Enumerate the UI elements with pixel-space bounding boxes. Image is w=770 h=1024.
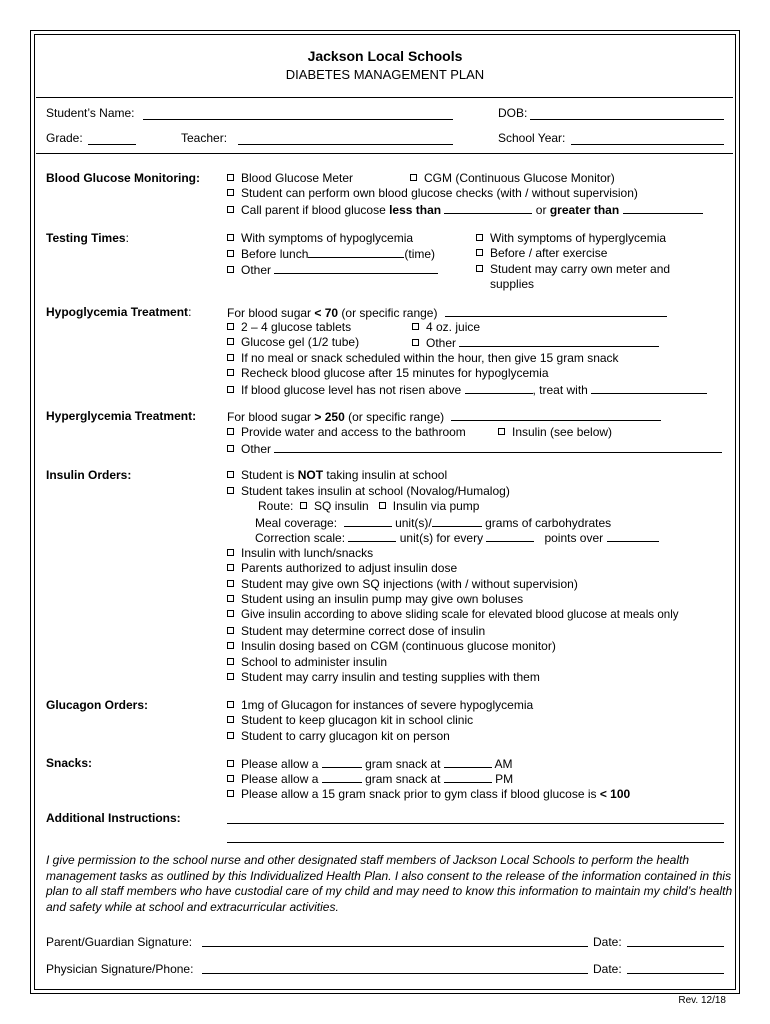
option-pm-snack[interactable]: Please allow a gram snack at PM bbox=[227, 771, 513, 786]
correction-row: Correction scale: unit(s) for every points over bbox=[255, 530, 659, 545]
checkbox[interactable] bbox=[227, 234, 234, 241]
option-takes-insulin[interactable]: Student takes insulin at school (Novalog/Humalog) bbox=[227, 484, 510, 498]
checkbox[interactable] bbox=[379, 502, 386, 509]
option-exercise[interactable]: Before / after exercise bbox=[476, 246, 607, 260]
hyper-other-field bbox=[274, 441, 722, 453]
option-gym-snack[interactable]: Please allow a 15 gram snack prior to gym class if blood glucose is < 100 bbox=[227, 787, 630, 801]
dob-label: DOB: bbox=[498, 106, 528, 120]
bg-monitoring-label: Blood Glucose Monitoring: bbox=[46, 171, 200, 185]
checkbox[interactable] bbox=[227, 266, 234, 273]
insulin-item[interactable]: Insulin with lunch/snacks bbox=[227, 546, 373, 560]
checkbox[interactable] bbox=[227, 487, 234, 494]
option-recheck[interactable]: Recheck blood glucose after 15 minutes for hypoglycemia bbox=[227, 366, 549, 380]
checkbox[interactable] bbox=[227, 354, 234, 361]
physician-signature-label: Physician Signature/Phone: bbox=[46, 962, 194, 976]
checkbox[interactable] bbox=[410, 174, 417, 181]
checkbox[interactable] bbox=[227, 790, 234, 797]
insulin-item[interactable]: Student using an insulin pump may give own boluses bbox=[227, 592, 523, 606]
student-name-field[interactable] bbox=[143, 119, 453, 120]
checkbox[interactable] bbox=[227, 658, 234, 665]
checkbox[interactable] bbox=[227, 610, 234, 617]
option-before-lunch[interactable]: Before lunch (time) bbox=[227, 246, 435, 261]
parent-date-label: Date: bbox=[593, 935, 622, 949]
option-am-snack[interactable]: Please allow a gram snack at AM bbox=[227, 756, 512, 771]
additional-instructions-label: Additional Instructions: bbox=[46, 811, 181, 825]
physician-date-field[interactable] bbox=[627, 973, 724, 974]
checkbox[interactable] bbox=[476, 265, 483, 272]
checkbox[interactable] bbox=[227, 627, 234, 634]
permission-statement: I give permission to the school nurse and other designated staff members of Jackson Local Schools to perform the health management tasks as outlined by this Individualized Health Plan. I also consent to the release of the information contained in this plan to all staff members who have custodial care of my child and may need to know this information to maintain my child’s health and safety while at school and extracurricular activities. bbox=[46, 853, 733, 914]
checkbox[interactable] bbox=[227, 174, 234, 181]
option-bg-meter[interactable]: Blood Glucose Meter bbox=[227, 171, 353, 185]
option-hyper-symptoms[interactable]: With symptoms of hyperglycemia bbox=[476, 231, 666, 245]
option-not-risen[interactable]: If blood glucose level has not risen above , treat with bbox=[227, 382, 707, 397]
grade-label: Grade: bbox=[46, 131, 83, 145]
glucagon-item[interactable]: Student to keep glucagon kit in school clinic bbox=[227, 713, 473, 727]
option-carry-meter[interactable]: Student may carry own meter and bbox=[476, 262, 670, 276]
checkbox[interactable] bbox=[498, 428, 505, 435]
hypo-threshold: For blood sugar < 70 (or specific range) bbox=[227, 305, 667, 320]
option-cgm[interactable]: CGM (Continuous Glucose Monitor) bbox=[410, 171, 615, 185]
checkbox[interactable] bbox=[227, 549, 234, 556]
revision-label: Rev. 12/18 bbox=[678, 995, 726, 1006]
checkbox[interactable] bbox=[227, 642, 234, 649]
checkbox[interactable] bbox=[227, 206, 234, 213]
correction-units-field bbox=[348, 530, 396, 542]
option-hyper-other[interactable]: Other bbox=[227, 441, 722, 456]
option-self-check[interactable]: Student can perform own blood glucose checks (with / without supervision) bbox=[227, 186, 638, 200]
checkbox[interactable] bbox=[227, 323, 234, 330]
school-name: Jackson Local Schools bbox=[307, 48, 463, 64]
checkbox[interactable] bbox=[227, 760, 234, 767]
physician-signature-field[interactable] bbox=[202, 973, 588, 974]
pm-time-field bbox=[444, 771, 492, 783]
glucagon-label: Glucagon Orders: bbox=[46, 698, 149, 712]
checkbox[interactable] bbox=[227, 189, 234, 196]
checkbox[interactable] bbox=[227, 580, 234, 587]
hyper-treatment-label: Hyperglycemia Treatment: bbox=[46, 409, 197, 423]
checkbox[interactable] bbox=[476, 249, 483, 256]
greater-than-field bbox=[623, 202, 703, 214]
meal-units-field bbox=[344, 515, 392, 527]
checkbox[interactable] bbox=[227, 428, 234, 435]
meal-grams-field bbox=[432, 515, 482, 527]
checkbox[interactable] bbox=[227, 673, 234, 680]
correction-every-field bbox=[486, 530, 534, 542]
option-hypo-symptoms[interactable]: With symptoms of hypoglycemia bbox=[227, 231, 413, 245]
school-year-field[interactable] bbox=[571, 144, 724, 145]
option-juice[interactable]: 4 oz. juice bbox=[412, 320, 480, 334]
testing-times-label: Testing Times: bbox=[46, 231, 129, 245]
insulin-item[interactable]: Give insulin according to above sliding scale for elevated blood glucose at meals only bbox=[227, 608, 679, 622]
checkbox[interactable] bbox=[227, 595, 234, 602]
checkbox[interactable] bbox=[227, 471, 234, 478]
option-glucose-tablets[interactable]: 2 – 4 glucose tablets bbox=[227, 320, 351, 334]
teacher-field[interactable] bbox=[238, 144, 453, 145]
hypo-other-field bbox=[459, 335, 659, 347]
additional-line-2[interactable] bbox=[227, 842, 724, 843]
option-no-insulin[interactable]: Student is NOT taking insulin at school bbox=[227, 468, 447, 482]
grade-field[interactable] bbox=[88, 144, 136, 145]
teacher-label: Teacher: bbox=[181, 131, 228, 145]
not-risen-field bbox=[465, 382, 533, 394]
physician-date-label: Date: bbox=[593, 962, 622, 976]
checkbox[interactable] bbox=[412, 323, 419, 330]
checkbox[interactable] bbox=[227, 369, 234, 376]
meal-coverage-row: Meal coverage: unit(s)/ grams of carbohydrates bbox=[255, 516, 612, 530]
checkbox[interactable] bbox=[227, 338, 234, 345]
hyper-threshold: For blood sugar > 250 (or specific range) bbox=[227, 409, 661, 424]
hypo-treatment-label: Hypoglycemia Treatment: bbox=[46, 305, 192, 319]
insulin-item[interactable]: Student may carry insulin and testing supplies with them bbox=[227, 670, 540, 684]
glucagon-item[interactable]: 1mg of Glucagon for instances of severe hypoglycemia bbox=[227, 698, 533, 712]
points-over-field bbox=[607, 530, 659, 542]
option-no-meal[interactable]: If no meal or snack scheduled within the hour, then give 15 gram snack bbox=[227, 351, 619, 365]
carry-meter-cont: supplies bbox=[490, 277, 535, 291]
additional-line-1[interactable] bbox=[227, 823, 724, 824]
pm-grams-field bbox=[322, 771, 362, 783]
plan-title: DIABETES MANAGEMENT PLAN bbox=[285, 67, 485, 82]
option-water[interactable]: Provide water and access to the bathroom bbox=[227, 425, 466, 439]
hyper-range-field bbox=[451, 409, 661, 421]
hypo-range-field bbox=[445, 305, 667, 317]
less-than-field bbox=[444, 202, 532, 214]
insulin-item[interactable]: Insulin dosing based on CGM (continuous glucose monitor) bbox=[227, 639, 556, 653]
am-time-field bbox=[444, 756, 492, 768]
parent-date-field[interactable] bbox=[627, 946, 724, 947]
option-hypo-other[interactable]: Other bbox=[412, 335, 659, 350]
school-year-label: School Year: bbox=[498, 131, 566, 145]
insulin-item[interactable]: School to administer insulin bbox=[227, 655, 387, 669]
insulin-item[interactable]: Student may give own SQ injections (with / without supervision) bbox=[227, 577, 578, 591]
option-testing-other[interactable]: Other bbox=[227, 262, 438, 277]
option-call-parent[interactable]: Call parent if blood glucose less than or greater than bbox=[227, 202, 703, 217]
checkbox[interactable] bbox=[227, 250, 234, 257]
parent-signature-field[interactable] bbox=[202, 946, 588, 947]
insulin-item[interactable]: Parents authorized to adjust insulin dose bbox=[227, 561, 457, 575]
insulin-item[interactable]: Student may determine correct dose of insulin bbox=[227, 624, 485, 638]
snacks-label: Snacks: bbox=[46, 756, 93, 770]
checkbox[interactable] bbox=[476, 234, 483, 241]
option-insulin-see-below[interactable]: Insulin (see below) bbox=[498, 425, 612, 439]
lunch-time-field bbox=[308, 246, 404, 258]
checkbox[interactable] bbox=[227, 564, 234, 571]
glucagon-item[interactable]: Student to carry glucagon kit on person bbox=[227, 729, 450, 743]
am-grams-field bbox=[322, 756, 362, 768]
checkbox[interactable] bbox=[412, 339, 419, 346]
treat-with-field bbox=[591, 382, 707, 394]
parent-signature-label: Parent/Guardian Signature: bbox=[46, 935, 193, 949]
checkbox[interactable] bbox=[227, 716, 234, 723]
student-info-box bbox=[36, 97, 733, 154]
checkbox[interactable] bbox=[227, 701, 234, 708]
insulin-orders-label: Insulin Orders: bbox=[46, 468, 132, 482]
student-name-label: Student’s Name: bbox=[46, 106, 135, 120]
checkbox[interactable] bbox=[227, 386, 234, 393]
option-glucose-gel[interactable]: Glucose gel (1/2 tube) bbox=[227, 335, 359, 349]
testing-other-field bbox=[274, 262, 438, 274]
checkbox[interactable] bbox=[227, 775, 234, 782]
checkbox[interactable] bbox=[227, 732, 234, 739]
route-row: Route: SQ insulin Insulin via pump bbox=[258, 499, 480, 513]
dob-field[interactable] bbox=[530, 119, 724, 120]
checkbox[interactable] bbox=[227, 445, 234, 452]
checkbox[interactable] bbox=[300, 502, 307, 509]
